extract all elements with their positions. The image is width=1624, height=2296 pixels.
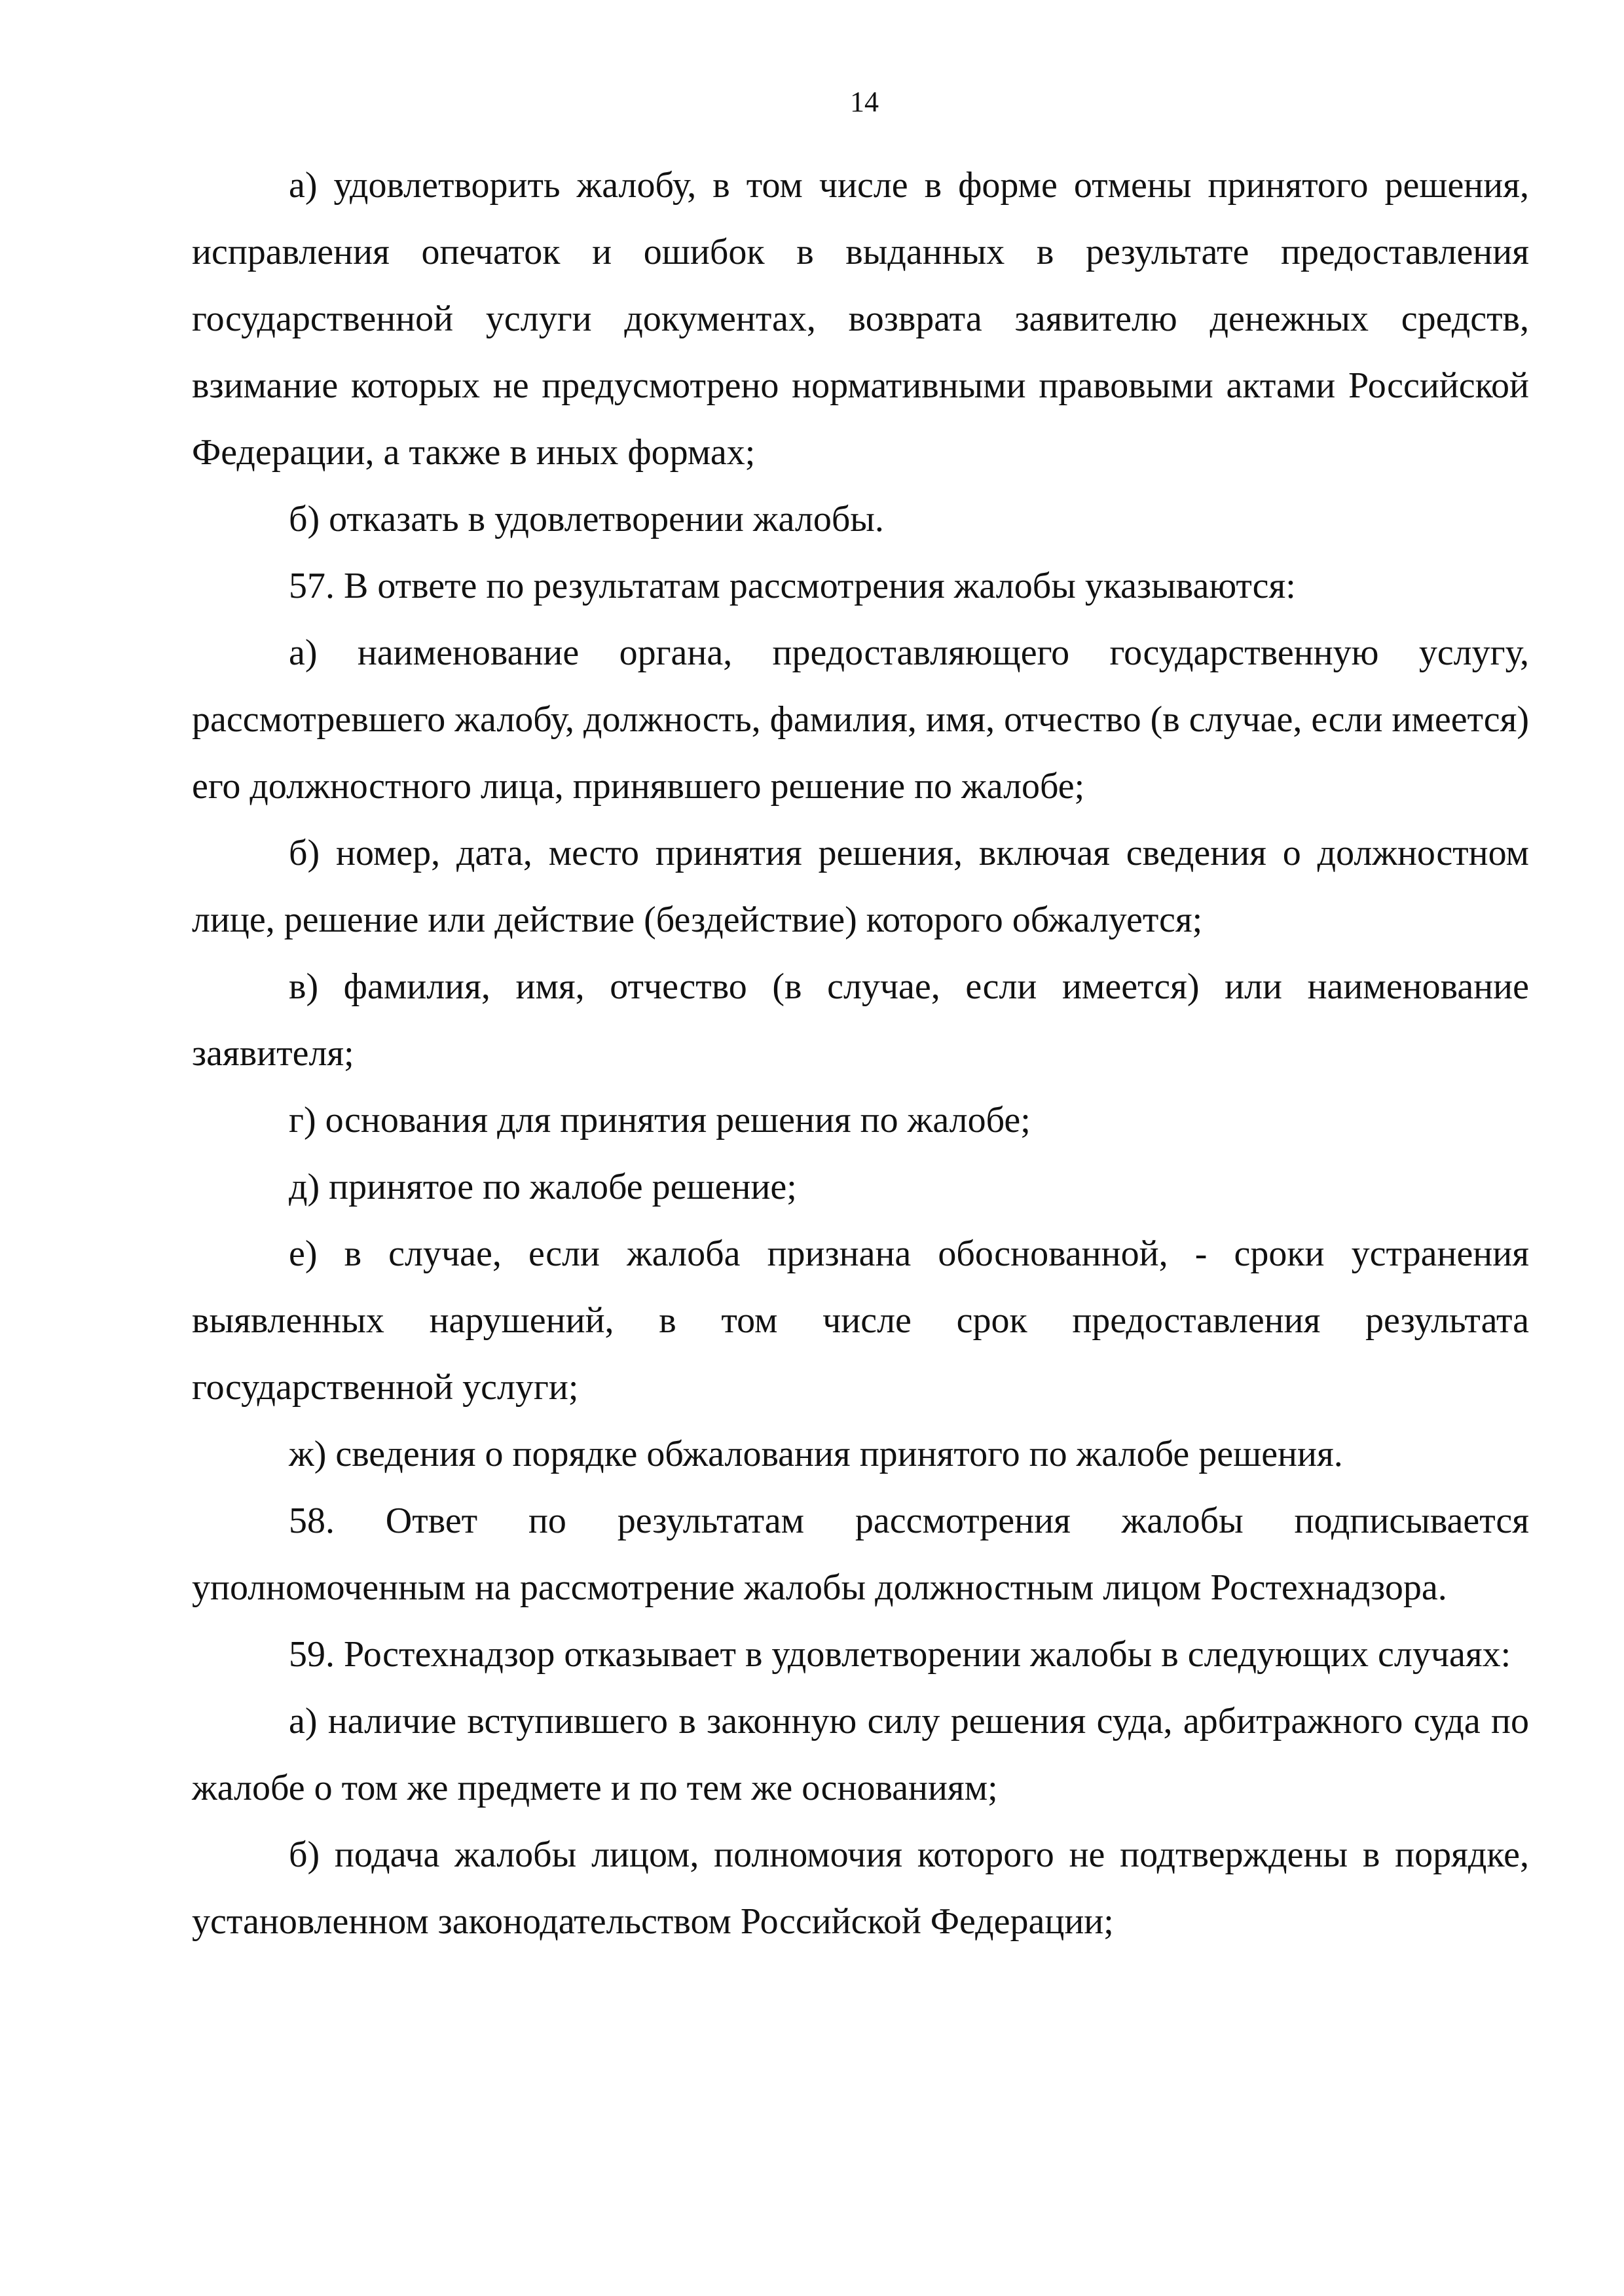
page-number: 14 [850,86,879,118]
paragraph-57v: в) фамилия, имя, отчество (в случае, если имеется) или наименование заявителя; [192,966,1529,1074]
paragraph-57b: б) номер, дата, место принятия решения, включая сведения о должностном лице, решение или действие (бездействие) которого обжалуется; [192,833,1529,940]
paragraph-57e: е) в случае, если жалоба признана обоснованной, - сроки устранения выявленных нарушений, в том числе срок предоставления результата государственной услуги; [192,1233,1529,1408]
paragraph-57g: г) основания для принятия решения по жалобе; [289,1100,1031,1140]
paragraph-58: 58. Ответ по результатам рассмотрения жалобы подписывается уполномоченным на рассмотрение жалобы должностным лицом Ростехнадзора. [192,1501,1529,1608]
paragraph-56a: а) удовлетворить жалобу, в том числе в форме отмены принятого решения, исправления опечаток и ошибок в выданных в результате предоставления государственной услуги документах, возврата заявителю денежных средств, взимание которых не предусмотрено нормативными правовыми актами Российской Федерации, а также в иных формах; [192,165,1529,473]
paragraph-59a: а) наличие вступившего в законную силу решения суда, арбитражного суда по жалобе о том же предмете и по тем же основаниям; [192,1701,1529,1808]
paragraph-57a: а) наименование органа, предоставляющего государственную услугу, рассмотревшего жалобу, должность, фамилия, имя, отчество (в случае, если имеется) его должностного лица, принявшего решение по жалобе; [192,632,1529,807]
paragraph-59b: б) подача жалобы лицом, полномочия которого не подтверждены в порядке, установленном законодательством Российской Федерации; [192,1834,1529,1942]
document-body [192,152,1529,1955]
paragraph-59: 59. Ростехнадзор отказывает в удовлетворении жалобы в следующих случаях: [289,1634,1511,1675]
paragraph-57: 57. В ответе по результатам рассмотрения жалобы указываются: [289,566,1296,606]
paragraph-56b: б) отказать в удовлетворении жалобы. [289,499,884,539]
paragraph-57zh: ж) сведения о порядке обжалования принятого по жалобе решения. [289,1434,1343,1474]
paragraph-57d: д) принятое по жалобе решение; [289,1167,797,1207]
